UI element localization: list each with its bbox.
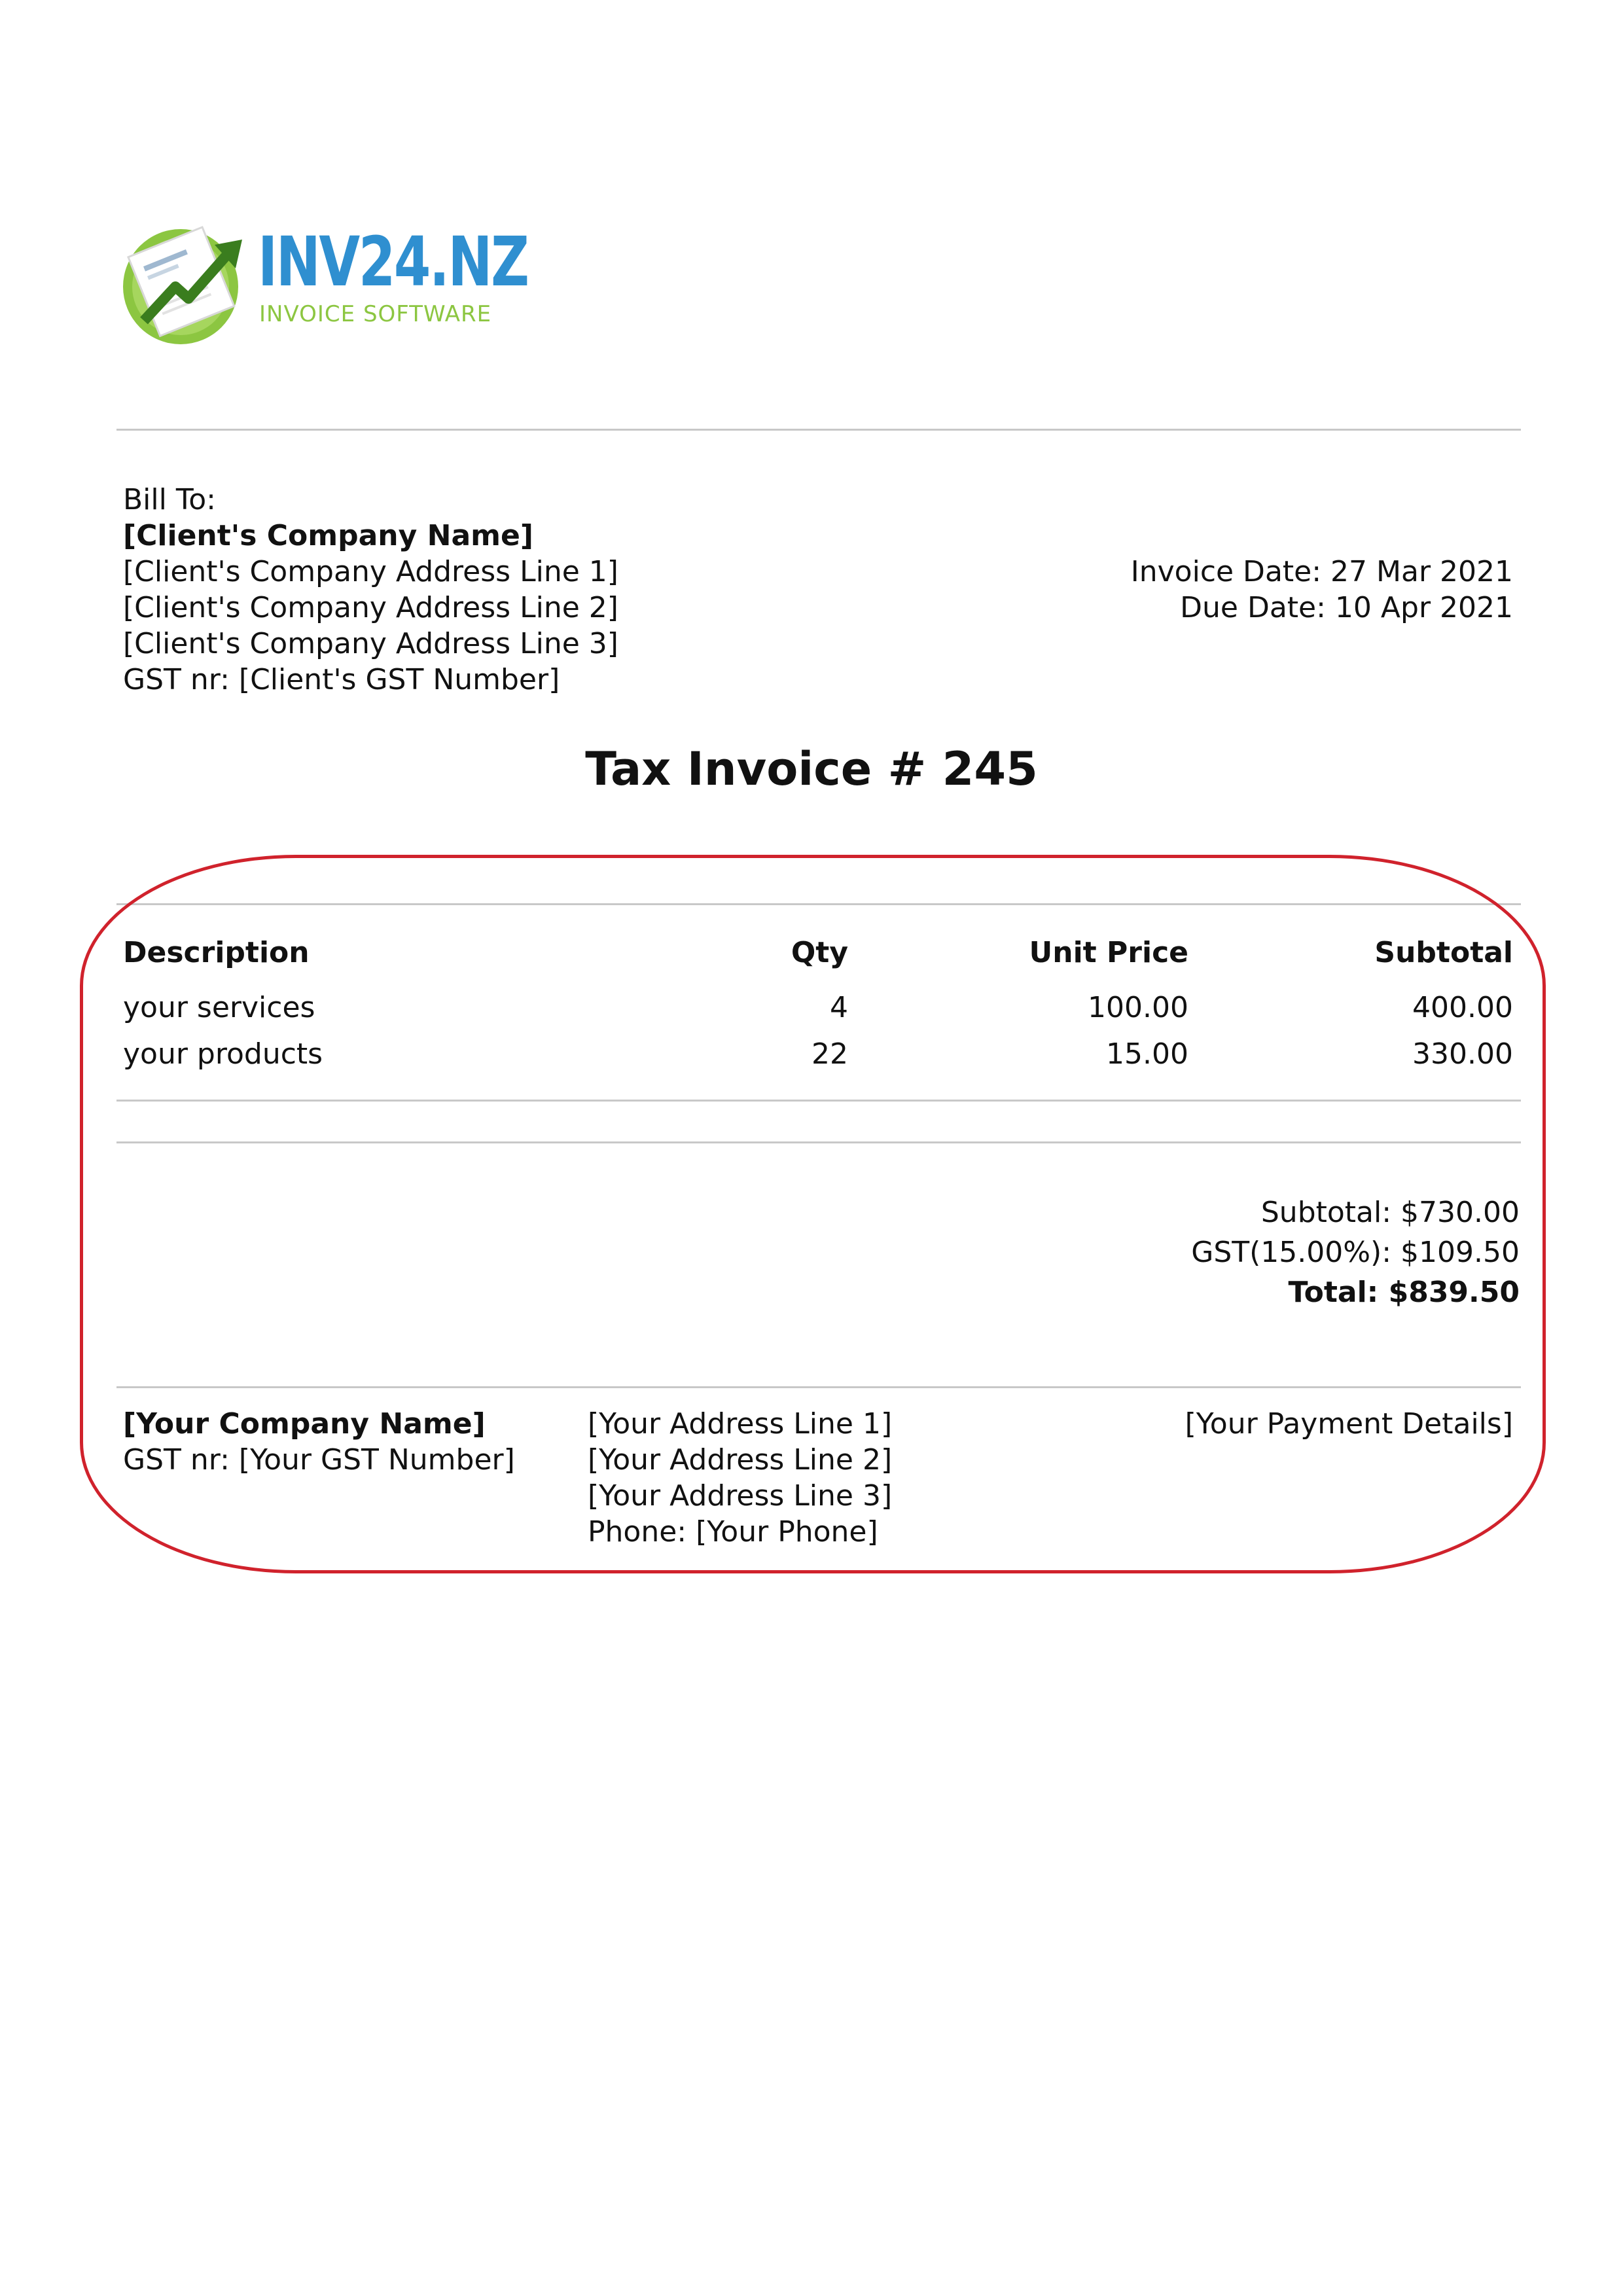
your-company-name: [Your Company Name] <box>123 1407 486 1441</box>
invoice-date: Invoice Date: 27 Mar 2021 <box>1130 555 1513 588</box>
your-address-line-1: [Your Address Line 1] <box>588 1407 893 1441</box>
client-address-line-3: [Client's Company Address Line 3] <box>123 627 618 660</box>
your-address-block <box>588 1406 892 1550</box>
total-amount: Total: $839.50 <box>1288 1276 1520 1309</box>
client-address-line-2: [Client's Company Address Line 2] <box>123 591 618 624</box>
client-gst-number: GST nr: [Client's GST Number] <box>123 663 560 696</box>
row-subtotal: 400.00 <box>1412 991 1513 1024</box>
your-phone: Phone: [Your Phone] <box>588 1515 878 1549</box>
totals-top-divider <box>116 1141 1521 1143</box>
header-unit-price: Unit Price <box>1029 936 1188 969</box>
your-gst-number: GST nr: [Your GST Number] <box>123 1443 515 1477</box>
invoice-chart-logo-icon <box>118 216 249 347</box>
row-qty: 22 <box>812 1037 848 1071</box>
row-subtotal: 330.00 <box>1412 1037 1513 1071</box>
payment-details: [Your Payment Details] <box>1185 1407 1513 1441</box>
header-qty: Qty <box>791 936 848 969</box>
due-date: Due Date: 10 Apr 2021 <box>1180 591 1513 624</box>
invoice-title: Tax Invoice # 245 <box>585 742 1038 796</box>
totals-block <box>1191 1193 1520 1312</box>
invoice-dates <box>1131 554 1513 626</box>
row-description: your products <box>123 1037 323 1071</box>
row-unit-price: 15.00 <box>1106 1037 1188 1071</box>
your-company-block <box>123 1406 515 1478</box>
header-description: Description <box>123 936 310 969</box>
gst-amount: GST(15.00%): $109.50 <box>1191 1236 1520 1269</box>
company-logo <box>118 209 528 347</box>
header-divider <box>116 429 1521 431</box>
client-company-name: [Client's Company Name] <box>123 519 533 552</box>
table-bottom-divider <box>116 1100 1521 1102</box>
footer-divider <box>116 1386 1521 1388</box>
header-subtotal: Subtotal <box>1374 936 1513 969</box>
row-qty: 4 <box>830 991 848 1024</box>
payment-details-block <box>1185 1406 1513 1442</box>
your-address-line-2: [Your Address Line 2] <box>588 1443 893 1477</box>
row-description: your services <box>123 991 315 1024</box>
bill-to-block <box>123 482 618 698</box>
logo-wordmark: INV24.NZ <box>258 222 528 302</box>
table-top-divider <box>116 903 1521 905</box>
bill-to-label: Bill To: <box>123 483 216 516</box>
logo-tagline: INVOICE SOFTWARE <box>259 301 492 327</box>
your-address-line-3: [Your Address Line 3] <box>588 1479 893 1513</box>
client-address-line-1: [Client's Company Address Line 1] <box>123 555 618 588</box>
subtotal-amount: Subtotal: $730.00 <box>1260 1196 1520 1229</box>
row-unit-price: 100.00 <box>1088 991 1188 1024</box>
